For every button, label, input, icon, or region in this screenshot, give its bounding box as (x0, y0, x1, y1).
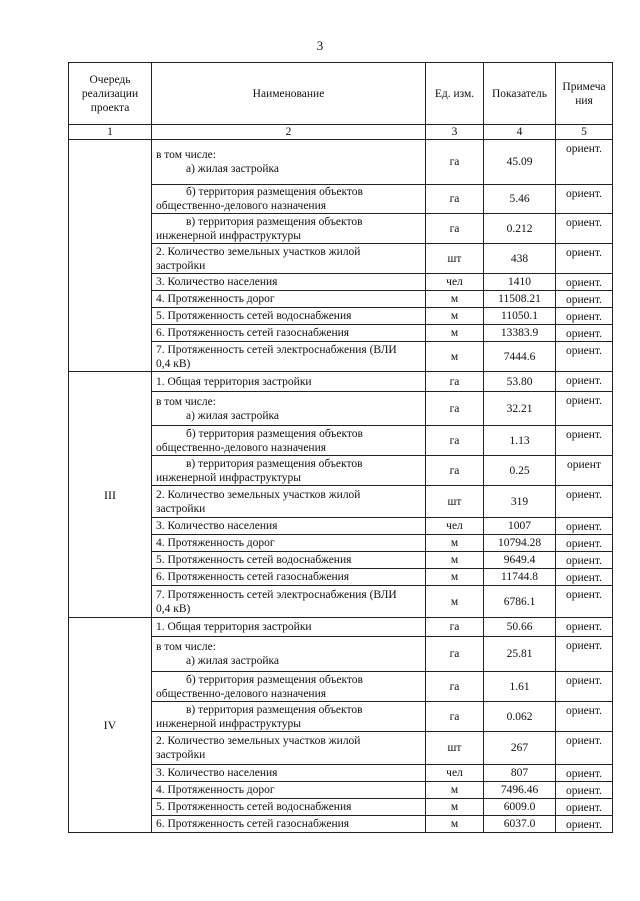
item-name (152, 214, 426, 244)
note-cell: ориент. (556, 702, 613, 732)
item-name-line: 5. Протяженность сетей водоснабжения (156, 310, 352, 322)
item-name (152, 552, 426, 569)
item-name-line: 3. Количество населения (156, 520, 278, 532)
note-cell: ориент. (556, 325, 613, 342)
item-name (152, 140, 426, 185)
unit-cell: га (426, 372, 484, 392)
unit-cell: м (426, 799, 484, 816)
phase-cell (69, 140, 152, 372)
item-name (152, 816, 426, 833)
item-name-line: 4. Протяженность дорог (156, 293, 275, 305)
item-name-line: в) территория размещения объектов (186, 215, 363, 228)
unit-cell: м (426, 308, 484, 325)
unit-cell: га (426, 618, 484, 637)
item-name-line: 2. Количество земельных участков жилой (156, 735, 361, 747)
column-number: 2 (152, 125, 426, 140)
note-cell: ориент. (556, 185, 613, 214)
item-name (152, 325, 426, 342)
note-cell: ориент. (556, 765, 613, 782)
unit-cell: м (426, 569, 484, 586)
item-name-line: 1. Общая территория застройки (156, 375, 312, 388)
item-name (152, 372, 426, 392)
value-cell: 53.80 (484, 372, 556, 392)
item-name-line: инженерной инфраструктуры (156, 717, 301, 730)
unit-cell: м (426, 586, 484, 618)
item-name-line: 4. Протяженность дорог (156, 784, 275, 796)
item-name-line: б) территория размещения объектов (186, 186, 363, 198)
note-cell: ориент. (556, 732, 613, 765)
unit-cell: га (426, 637, 484, 672)
value-cell: 11508.21 (484, 291, 556, 308)
unit-cell: чел (426, 765, 484, 782)
note-cell: ориент. (556, 618, 613, 637)
note-cell: ориент. (556, 637, 613, 672)
item-name-line: общественно-делового назначения (156, 441, 327, 454)
item-name (152, 782, 426, 799)
item-name-line: общественно-делового назначения (156, 687, 327, 700)
unit-cell: шт (426, 486, 484, 518)
unit-cell: м (426, 782, 484, 799)
item-name (152, 637, 426, 672)
unit-cell: м (426, 816, 484, 833)
value-cell: 1007 (484, 518, 556, 535)
header-phase-line: Очередь (89, 73, 131, 86)
header-note (556, 63, 613, 125)
unit-cell: га (426, 214, 484, 244)
item-name-line: а) жилая застройка (186, 655, 280, 667)
note-cell: ориент. (556, 308, 613, 325)
item-name-line: 3. Количество населения (156, 276, 278, 288)
column-number-row (69, 125, 613, 140)
unit-cell: м (426, 535, 484, 552)
phase-cell: IV (69, 618, 152, 833)
item-name-line: в том числе: (156, 641, 216, 653)
item-name-line: инженерной инфраструктуры (156, 229, 301, 242)
item-name (152, 702, 426, 732)
item-name-line: 7. Протяженность сетей электроснабжения (ВЛИ (156, 343, 397, 356)
note-cell: ориент. (556, 274, 613, 291)
value-cell: 6037.0 (484, 816, 556, 833)
unit-cell: га (426, 392, 484, 426)
unit-cell: шт (426, 732, 484, 765)
unit-cell: га (426, 426, 484, 456)
value-cell: 267 (484, 732, 556, 765)
value-cell: 1.13 (484, 426, 556, 456)
note-cell: ориент. (556, 816, 613, 833)
item-name-line: застройки (156, 502, 206, 515)
table-row (69, 140, 613, 185)
item-name (152, 244, 426, 274)
page-number: 3 (316, 38, 324, 53)
value-cell: 10794.28 (484, 535, 556, 552)
value-cell: 13383.9 (484, 325, 556, 342)
note-cell: ориент. (556, 569, 613, 586)
item-name-line: 3. Количество населения (156, 767, 278, 779)
unit-cell: м (426, 291, 484, 308)
value-cell: 807 (484, 765, 556, 782)
value-cell: 7496.46 (484, 782, 556, 799)
header-note-line: Примеча (562, 80, 606, 93)
unit-cell: м (426, 552, 484, 569)
note-cell: ориент. (556, 586, 613, 618)
note-cell: ориент. (556, 426, 613, 456)
item-name (152, 426, 426, 456)
column-number: 1 (69, 125, 152, 140)
item-name-line: в) территория размещения объектов (186, 457, 363, 470)
item-name (152, 486, 426, 518)
value-cell: 5.46 (484, 185, 556, 214)
note-cell: ориент. (556, 214, 613, 244)
header-name: Наименование (152, 63, 426, 125)
item-name-line: застройки (156, 259, 206, 272)
item-name-line: 2. Количество земельных участков жилой (156, 245, 361, 258)
item-name (152, 535, 426, 552)
item-name (152, 392, 426, 426)
phase-cell: III (69, 372, 152, 618)
item-name-line: б) территория размещения объектов (186, 427, 363, 440)
header-phase-line: проекта (90, 101, 130, 114)
note-cell: ориент. (556, 799, 613, 816)
value-cell: 6009.0 (484, 799, 556, 816)
value-cell: 6786.1 (484, 586, 556, 618)
value-cell: 7444.6 (484, 342, 556, 372)
item-name-line: 4. Протяженность дорог (156, 537, 275, 549)
unit-cell: га (426, 456, 484, 486)
value-cell: 1.61 (484, 672, 556, 702)
item-name-line: 2. Количество земельных участков жилой (156, 488, 361, 501)
value-cell: 1410 (484, 274, 556, 291)
unit-cell: шт (426, 244, 484, 274)
unit-cell: га (426, 702, 484, 732)
item-name (152, 342, 426, 372)
unit-cell: чел (426, 274, 484, 291)
unit-cell: га (426, 185, 484, 214)
item-name-line: 6. Протяженность сетей газоснабжения (156, 327, 350, 339)
value-cell: 9649.4 (484, 552, 556, 569)
item-name-line: застройки (156, 749, 206, 761)
item-name-line: б) территория размещения объектов (186, 673, 363, 686)
item-name-line: 0,4 кВ) (156, 357, 191, 370)
note-cell: ориент. (556, 672, 613, 702)
note-cell: ориент. (556, 244, 613, 274)
item-name (152, 618, 426, 637)
item-name (152, 732, 426, 765)
item-name-line: 6. Протяженность сетей газоснабжения (156, 571, 350, 583)
item-name-line: в) территория размещения объектов (186, 703, 363, 716)
value-cell: 0.062 (484, 702, 556, 732)
item-name (152, 308, 426, 325)
item-name (152, 291, 426, 308)
unit-cell: га (426, 672, 484, 702)
value-cell: 319 (484, 486, 556, 518)
unit-cell: га (426, 140, 484, 185)
header-note-line: ния (575, 94, 593, 107)
item-name-line: а) жилая застройка (186, 163, 280, 175)
item-name-line: 1. Общая территория застройки (156, 621, 312, 633)
item-name-line: а) жилая застройка (186, 409, 280, 422)
item-name-line: 6. Протяженность сетей газоснабжения (156, 818, 350, 830)
value-cell: 32.21 (484, 392, 556, 426)
item-name-line: 0,4 кВ) (156, 602, 191, 615)
item-name (152, 518, 426, 535)
item-name-line: в том числе: (156, 395, 216, 408)
item-name-line: общественно-делового назначения (156, 200, 327, 212)
note-cell: ориент. (556, 782, 613, 799)
column-number: 4 (484, 125, 556, 140)
column-number: 5 (556, 125, 613, 140)
note-cell: ориент. (556, 535, 613, 552)
table-row (69, 618, 613, 637)
item-name-line: 7. Протяженность сетей электроснабжения (ВЛИ (156, 588, 397, 601)
note-cell: ориент. (556, 140, 613, 185)
value-cell: 11744.8 (484, 569, 556, 586)
table-row (69, 372, 613, 392)
indicators-table (68, 62, 613, 833)
item-name-line: 5. Протяженность сетей водоснабжения (156, 801, 352, 813)
item-name (152, 274, 426, 291)
value-cell: 438 (484, 244, 556, 274)
value-cell: 50.66 (484, 618, 556, 637)
item-name-line: инженерной инфраструктуры (156, 471, 301, 484)
value-cell: 0.25 (484, 456, 556, 486)
header-phase (69, 63, 152, 125)
item-name (152, 799, 426, 816)
header-value: Показатель (484, 63, 556, 125)
table-body (69, 140, 613, 833)
note-cell: ориент. (556, 392, 613, 426)
item-name (152, 765, 426, 782)
note-cell: ориент. (556, 518, 613, 535)
item-name (152, 586, 426, 618)
value-cell: 45.09 (484, 140, 556, 185)
header-unit: Ед. изм. (426, 63, 484, 125)
header-phase-line: реализации (81, 87, 139, 100)
item-name (152, 456, 426, 486)
value-cell: 0.212 (484, 214, 556, 244)
note-cell: ориент. (556, 342, 613, 372)
item-intro: в том числе: (156, 149, 216, 161)
unit-cell: чел (426, 518, 484, 535)
note-cell: ориент. (556, 552, 613, 569)
column-number: 3 (426, 125, 484, 140)
unit-cell: м (426, 342, 484, 372)
item-name (152, 185, 426, 214)
note-cell: ориент (556, 456, 613, 486)
value-cell: 25.81 (484, 637, 556, 672)
note-cell: ориент. (556, 372, 613, 392)
note-cell: ориент. (556, 486, 613, 518)
item-name (152, 672, 426, 702)
value-cell: 11050.1 (484, 308, 556, 325)
header-row (69, 63, 613, 125)
item-name (152, 569, 426, 586)
unit-cell: м (426, 325, 484, 342)
item-name-line: 5. Протяженность сетей водоснабжения (156, 554, 352, 566)
note-cell: ориент. (556, 291, 613, 308)
